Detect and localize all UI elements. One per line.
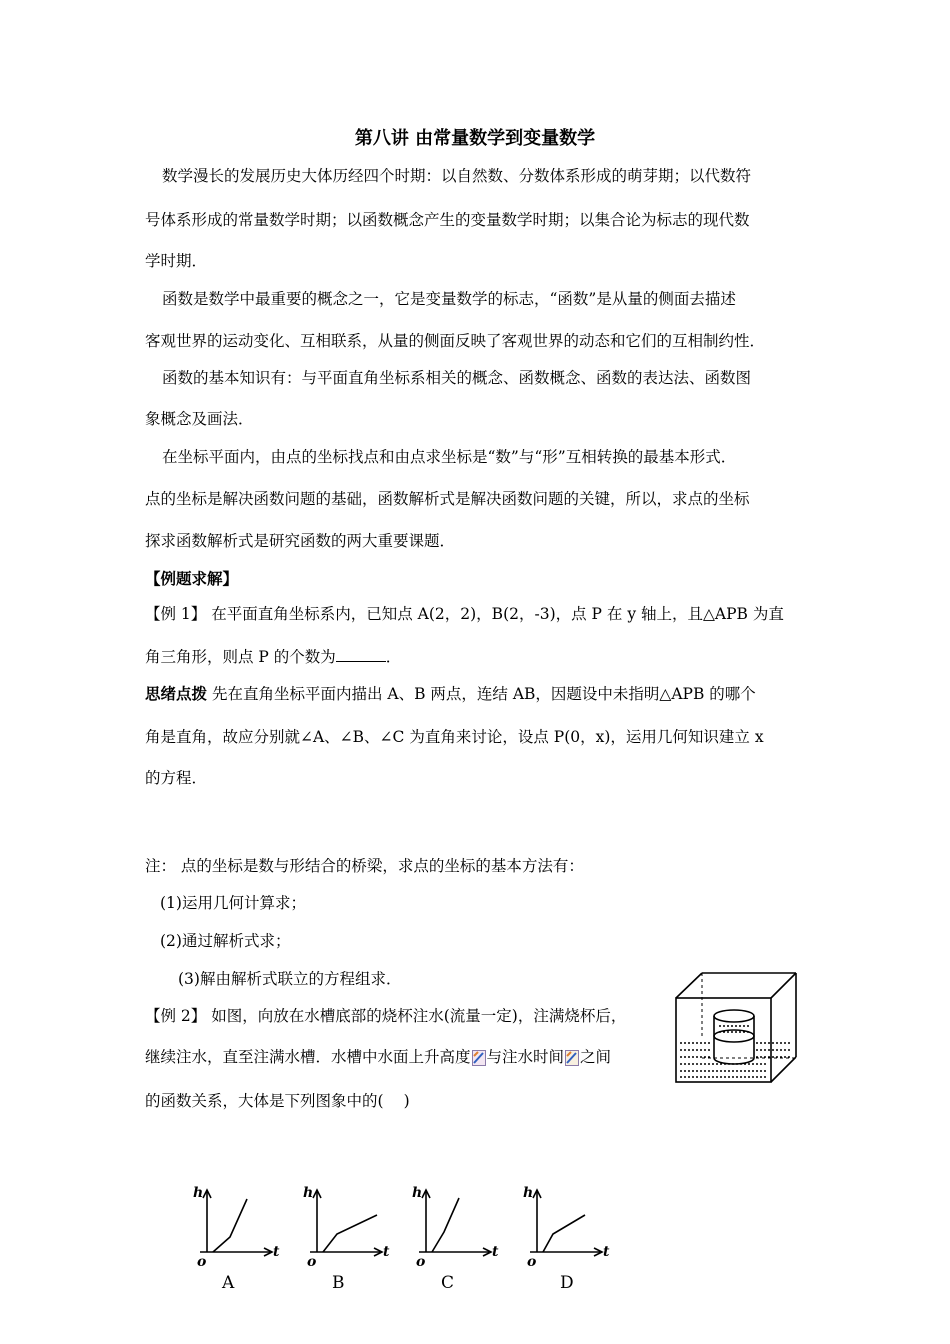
paragraph-line: 点的坐标是解决函数问题的基础，函数解析式是解决函数问题的关键，所以，求点的坐标: [145, 490, 750, 508]
example2-line1: [145, 1005, 626, 1027]
example2-label: 【例 2】: [145, 1007, 207, 1025]
origin-label: o: [416, 1254, 426, 1270]
graph-label: B: [332, 1273, 345, 1293]
note-line4: (3)解由解析式联立的方程组求．: [178, 970, 402, 988]
hint-text: 先在直角坐标平面内描出 A、B 两点，连结 AB，因题设中未指明△APB 的哪个: [211, 685, 756, 703]
graph-label: D: [560, 1273, 574, 1293]
y-axis-label: h: [303, 1185, 314, 1201]
example1-line1: [145, 603, 784, 625]
inline-image-icon: [565, 1050, 579, 1066]
paragraph-line: 函数的基本知识有：与平面直角坐标系相关的概念、函数概念、函数的表达法、函数图: [162, 369, 752, 387]
example2-text-end: ): [403, 1092, 410, 1110]
example1-label: 【例 1】: [145, 605, 207, 623]
paragraph-line: 客观世界的运动变化、互相联系，从量的侧面反映了客观世界的动态和它们的互相制约性．: [145, 332, 766, 350]
water-tank-figure: [672, 968, 802, 1088]
y-axis-label: h: [412, 1185, 423, 1201]
hint-line1: [145, 683, 756, 705]
graph-option-a[interactable]: [185, 1182, 285, 1293]
example2-line3: [145, 1090, 410, 1112]
graph-d-plot: [515, 1182, 615, 1272]
origin-label: o: [527, 1254, 537, 1270]
hint-line3: 的方程．: [145, 769, 208, 787]
example2-text: 的函数关系，大体是下列图象中的(: [145, 1092, 384, 1110]
origin-label: o: [197, 1254, 207, 1270]
example1-text: 角三角形，则点 P 的个数为: [145, 648, 336, 666]
x-axis-label: t: [603, 1244, 610, 1260]
example2-text: 与注水时间: [486, 1048, 565, 1066]
example1-text: 在平面直角坐标系内，已知点 A(2，2)，B(2，-3)，点 P 在 y 轴上，且△APB 为直: [211, 605, 784, 623]
paragraph-line: 号体系形成的常量数学时期；以函数概念产生的变量数学时期；以集合论为标志的现代数: [145, 211, 750, 229]
graph-option-c[interactable]: [404, 1182, 504, 1293]
note-line3: (2)通过解析式求；: [160, 932, 291, 950]
example1-text-end: ．: [385, 648, 402, 666]
y-axis-label: h: [193, 1185, 204, 1201]
note-line1: 注： 点的坐标是数与形结合的桥梁，求点的坐标的基本方法有：: [145, 857, 584, 875]
graph-label: C: [441, 1273, 455, 1293]
inline-image-icon: [472, 1050, 486, 1066]
x-axis-label: t: [273, 1244, 280, 1260]
answer-blank: [336, 647, 386, 662]
example1-line2: [145, 646, 401, 668]
paragraph-line: 学时期．: [145, 252, 208, 270]
graph-label: A: [222, 1273, 235, 1293]
hint-label: 思绪点拨: [145, 685, 208, 703]
page-title: 第八讲 由常量数学到变量数学: [354, 128, 596, 149]
graph-a-plot: [185, 1182, 285, 1272]
paragraph-line: 数学漫长的发展历史大体历经四个时期：以自然数、分数体系形成的萌芽期；以代数符: [162, 167, 752, 185]
y-axis-label: h: [523, 1185, 534, 1201]
graph-option-d[interactable]: [515, 1182, 615, 1293]
paragraph-line: 在坐标平面内，由点的坐标找点和由点求坐标是“数”与“形”互相转换的最基本形式．: [162, 448, 737, 466]
example2-text: 之间: [580, 1048, 612, 1066]
x-axis-label: t: [492, 1244, 499, 1260]
paragraph-line: 探求函数解析式是研究函数的两大重要课题．: [145, 532, 456, 550]
example2-text: 如图，向放在水槽底部的烧杯注水(流量一定)，注满烧杯后，: [211, 1007, 627, 1025]
graph-option-b[interactable]: [295, 1182, 395, 1293]
example2-line2: [145, 1046, 611, 1068]
hint-line2: 角是直角，故应分别就∠A、∠B、∠C 为直角来讨论，设点 P(0，x)，运用几何知识建立 x: [145, 728, 764, 746]
paragraph-line: 函数是数学中最重要的概念之一，它是变量数学的标志，“函数”是从量的侧面去描述: [162, 290, 736, 308]
section-heading: 【例题求解】: [145, 570, 239, 588]
note-line2: (1)运用几何计算求；: [160, 894, 306, 912]
graph-c-plot: [404, 1182, 504, 1272]
origin-label: o: [307, 1254, 317, 1270]
example2-text: 继续注水，直至注满水槽．水槽中水面上升高度: [145, 1048, 471, 1066]
paragraph-line: 象概念及画法．: [145, 410, 254, 428]
graph-b-plot: [295, 1182, 395, 1272]
x-axis-label: t: [383, 1244, 390, 1260]
